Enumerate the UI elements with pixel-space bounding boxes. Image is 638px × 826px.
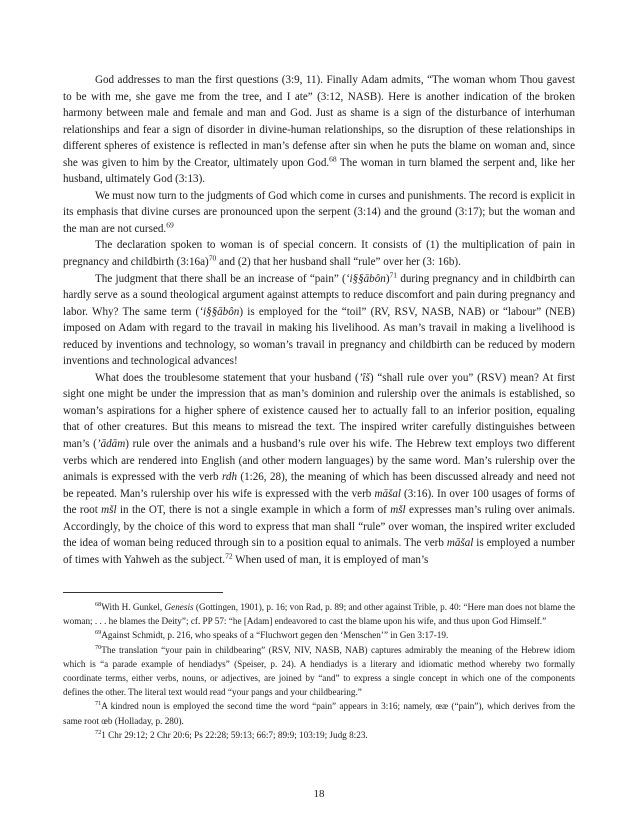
text-run: (Gottingen, 1901), p. 16; von Rad, p. 89; and other against Trible, p. 40: “Here man does not blame the woman; . . . he blames the Deity”; cf. PP 57: “he [Adam] endeavored to cast the blame upon his wife, and thus upon God Himself.” [63, 602, 576, 627]
italic-term: mšl [101, 504, 117, 517]
text-run: in the OT, there is not a single example in which a form of [116, 504, 391, 517]
paragraph [63, 237, 575, 270]
italic-term: māšal [446, 537, 474, 550]
footnote [63, 600, 575, 628]
text-run: We must now turn to the judgments of God which come in curses and punishments. The record is explicit in its emphasis that divine curses are pronounced upon the serpent (3:14) and the ground (3:17); but the woman and the man are not cursed. [63, 189, 575, 235]
footnote-marker: 68 [329, 154, 337, 164]
text-run: The woman in turn blamed the serpent and, like her husband, ultimately God (3:13). [63, 156, 575, 186]
text-run: 1 Chr 29:12; 2 Chr 20:6; Ps 22:28; 59:13; 66:7; 89:9; 103:19; Judg 8:23. [101, 729, 368, 740]
italic-term: ‘i§§ābôn [199, 305, 240, 318]
page-number: 18 [313, 788, 325, 800]
text-run: A kindred noun is employed the second time the word “pain” appears in 3:16; namely, œæ (“pain”), which derives from the same root œb (Holladay, p. 280). [63, 701, 575, 726]
footnote [63, 643, 575, 700]
paragraph [63, 271, 575, 370]
text-run: ) is employed for the “toil” (RV, RSV, NASB, NAB) or “labour” (NEB) imposed on Adam with regard to the travail in making his livelihood. As man’s travail in making a livelihood is reduced by inventions and technology, so woman’s travail in pregnancy and childbirth can be reduced by modern inventions and technological advances! [63, 305, 575, 368]
text-run: ) rule over the animals and a husband’s rule over his wife. The Hebrew text employs two different verbs which are rendered into English (and other modern languages) by the same word. Man’s rulership over the animals is expressed with the verb [63, 438, 576, 484]
footnote-marker: 69 [95, 629, 102, 637]
footnotes [63, 600, 575, 742]
text-run: The judgment that there shall be an increase of “pain” ( [95, 272, 346, 285]
paragraph [63, 188, 575, 238]
text-run: ) [385, 272, 390, 285]
italic-term: ’îš [358, 371, 370, 384]
italic-term: ‘i§§ābôn [345, 272, 386, 285]
text-run: is employed a number of times with Yahweh as the subject. [63, 537, 575, 566]
footnote-marker: 72 [225, 551, 233, 561]
text-run: With H. Gunkel, [101, 602, 165, 612]
paragraph [63, 370, 575, 569]
body-text [63, 72, 575, 568]
text-run: The translation “your pain in childbearing” (RSV, NIV, NASB, NAB) captures admirably the meaning of the Hebrew idiom which is “a parade example of hendiadys” (Speiser, p. 24). A hendiadys is a literary and idiomatic method whereby two formally coordinate terms, either verbs, nouns, or adjectives, are joined by “and” to express a single concept in which one of the components defines the other. The literal text would read “your pangs and your childbearing.” [63, 644, 575, 698]
text-run: during pregnancy and in childbirth can hardly serve as a sound theological argument against attempts to reduce discomfort and pain during pregnancy and labor. Why? The same term ( [63, 272, 575, 318]
text-run: The declaration spoken to woman is of special concern. It consists of (1) the multiplication of pain in pregnancy and childbirth (3:16a) [63, 239, 575, 269]
text-run: Against Schmidt, p. 216, who speaks of a “Fluchwort gegen den ‘Menschen’” in Gen 3:17-19. [101, 630, 449, 641]
paragraph [63, 72, 575, 188]
footnote-marker: 68 [95, 600, 102, 608]
text-run: and (2) that her husband shall “rule” over her (3: 16b). [216, 256, 461, 269]
italic-term: rdh [222, 471, 237, 484]
italic-term: māšal [374, 487, 401, 500]
text-run: (3:16). In over 100 usages of forms of the root [63, 487, 576, 517]
footnote-separator [63, 592, 223, 593]
italic-term: ’ādām [96, 438, 126, 451]
text-run: When used of man, it is employed of man’s [232, 553, 429, 566]
text-run: expresses man’s ruling over animals. Accordingly, by the choice of this word to express that man shall “rule” over woman, the inspired writer excluded the idea of woman being reduced through sin to a position equal to animals. The verb [63, 504, 575, 550]
footnote-marker: 70 [95, 643, 102, 651]
text-run: What does the troublesome statement that your husband ( [95, 371, 359, 384]
italic-term: Genesis [164, 602, 194, 612]
footnote-marker: 69 [166, 220, 174, 230]
footnote-marker: 71 [95, 700, 102, 708]
footnote [63, 628, 575, 642]
italic-term: mšl [390, 504, 406, 517]
footnote [63, 699, 575, 727]
footnote [63, 728, 575, 742]
footnote-marker: 70 [208, 253, 217, 263]
text-run: God addresses to man the first questions (3:9, 11). Finally Adam admits, “The woman whom Thou gavest to be with me, she gave me from the tree, and I ate” (3:12, NASB). Here is another indication of the broken harmony between male and female and man and God. Just as shame is a sign of the disturbance of interhuman relationships and fear a sign of disorder in divine-human relationships, so the disruption of these relationships in different spheres of existence is reflected in man’s defense after sin when he puts the blame on woman and, since she was given to him by the Creator, ultimately upon God. [63, 74, 575, 169]
footnote-marker: 71 [389, 269, 398, 279]
text-run: ) “shall rule over you” (RSV) mean? At first sight one might be under the impression that as man’s dominion and rulership over the animals is established, so woman’s aspirations for a higher sphere of existence caused her to actually fall to an inferior position, equaling that of other creatures. But this means to misread the text. The inspired writer carefully distinguishes between man’s ( [63, 371, 575, 451]
text-run: (1:26, 28), the meaning of which has been discussed already and need not be repeated. Man’s rulership over his wife is expressed with the verb [63, 471, 575, 500]
footnote-marker: 72 [95, 728, 102, 736]
